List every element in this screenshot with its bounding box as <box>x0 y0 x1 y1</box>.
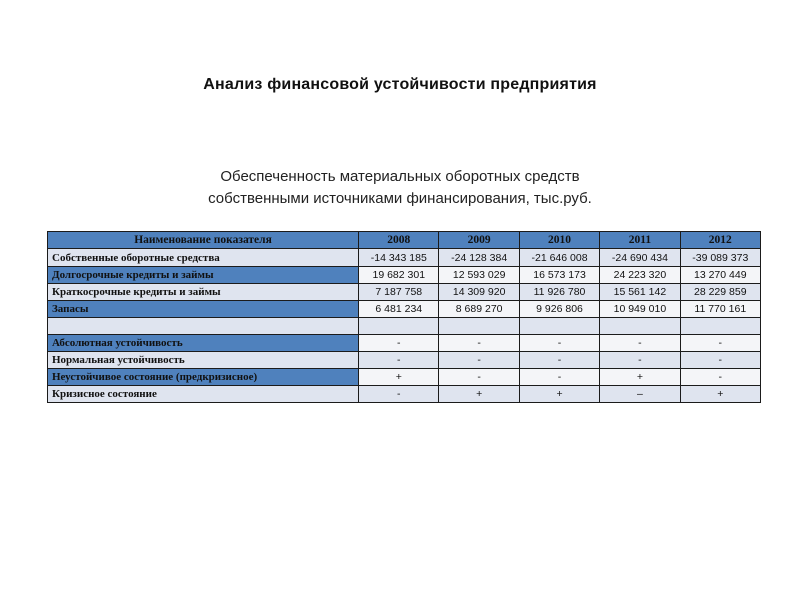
table-cell: - <box>439 352 519 369</box>
table-cell: - <box>680 335 760 352</box>
subtitle-line-1: Обеспеченность материальных оборотных средств <box>220 168 580 185</box>
row-label: Краткосрочные кредиты и займы <box>48 284 359 301</box>
table-row <box>48 335 761 352</box>
table-cell: 13 270 449 <box>680 267 760 284</box>
header-year: 2012 <box>680 232 760 249</box>
table-header-row <box>48 232 761 249</box>
financial-stability-table <box>47 231 761 403</box>
spacer-cell <box>439 318 519 335</box>
table-row <box>48 386 761 403</box>
spacer-cell <box>519 318 599 335</box>
row-label: Абсолютная устойчивость <box>48 335 359 352</box>
table-cell: + <box>600 369 680 386</box>
spacer-cell <box>600 318 680 335</box>
table-row <box>48 352 761 369</box>
table-cell: - <box>600 335 680 352</box>
table-cell: -39 089 373 <box>680 249 760 267</box>
subtitle-line-2: собственными источниками финансирования, тыс.руб. <box>208 190 592 207</box>
table-cell: - <box>600 352 680 369</box>
table-cell: 12 593 029 <box>439 267 519 284</box>
header-year: 2008 <box>359 232 439 249</box>
table-cell: 16 573 173 <box>519 267 599 284</box>
table-cell: 15 561 142 <box>600 284 680 301</box>
table-cell: - <box>439 369 519 386</box>
table-row <box>48 249 761 267</box>
table-cell: + <box>359 369 439 386</box>
table-cell: 28 229 859 <box>680 284 760 301</box>
table-row <box>48 267 761 284</box>
table-cell: - <box>359 352 439 369</box>
table-cell: -24 128 384 <box>439 249 519 267</box>
table-cell: 7 187 758 <box>359 284 439 301</box>
table-row <box>48 301 761 318</box>
table-cell: + <box>439 386 519 403</box>
header-year: 2009 <box>439 232 519 249</box>
row-label: Запасы <box>48 301 359 318</box>
row-label: Нормальная устойчивость <box>48 352 359 369</box>
table-cell: + <box>680 386 760 403</box>
table-cell: 19 682 301 <box>359 267 439 284</box>
table-cell: - <box>359 335 439 352</box>
header-indicator-name: Наименование показателя <box>48 232 359 249</box>
table-cell: - <box>680 352 760 369</box>
slide-subtitle <box>0 166 800 210</box>
table-cell: - <box>439 335 519 352</box>
table-cell: - <box>519 335 599 352</box>
row-label: Долгосрочные кредиты и займы <box>48 267 359 284</box>
table-cell: + <box>519 386 599 403</box>
table-cell: - <box>680 369 760 386</box>
table-cell: - <box>359 386 439 403</box>
spacer-cell <box>359 318 439 335</box>
table-cell: - <box>519 369 599 386</box>
table-cell: - <box>519 352 599 369</box>
table-cell: -14 343 185 <box>359 249 439 267</box>
slide-title: Анализ финансовой устойчивости предприятия <box>203 76 597 93</box>
row-label: Кризисное состояние <box>48 386 359 403</box>
table-row <box>48 369 761 386</box>
table-cell: 24 223 320 <box>600 267 680 284</box>
table-cell: 6 481 234 <box>359 301 439 318</box>
header-year: 2010 <box>519 232 599 249</box>
table-cell: 11 926 780 <box>519 284 599 301</box>
row-label: Неустойчивое состояние (предкризисное) <box>48 369 359 386</box>
table-spacer-row <box>48 318 761 335</box>
table-row <box>48 284 761 301</box>
table-cell: – <box>600 386 680 403</box>
spacer-cell <box>48 318 359 335</box>
table-cell: 9 926 806 <box>519 301 599 318</box>
row-label: Собственные оборотные средства <box>48 249 359 267</box>
table-cell: 10 949 010 <box>600 301 680 318</box>
table-cell: 11 770 161 <box>680 301 760 318</box>
table-cell: 14 309 920 <box>439 284 519 301</box>
table-cell: -21 646 008 <box>519 249 599 267</box>
header-year: 2011 <box>600 232 680 249</box>
table-cell: -24 690 434 <box>600 249 680 267</box>
table-cell: 8 689 270 <box>439 301 519 318</box>
spacer-cell <box>680 318 760 335</box>
